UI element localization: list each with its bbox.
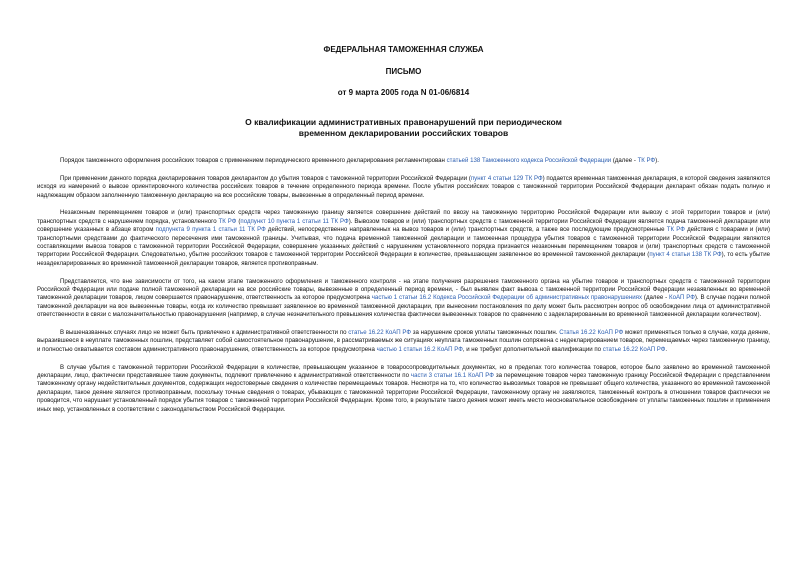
- legal-reference-link[interactable]: статьей 138 Таможенного кодекса Российской Федерации: [446, 157, 612, 164]
- paragraph-2: [37, 175, 770, 200]
- paragraph-text: за перемещение товаров через таможенную границу Российской Федерации с представлением таможенному органу недействительных документов, содержащих недостоверные сведения о количестве перемещаемых товаров. Несмотря на то, что количество вывозимых товаров не превышает общего количества, указанного во временной таможенной декларации, такое деяние является противоправным, поскольку точные сведения о товарах, убывающих с таможенной территории Российской Федерации, таможенному органу не заявляются, таможенный контроль в отношении товаров фактически не проводится, что нарушает установленный порядок убытия товаров с таможенной территории Российской Федерации. Кроме того, в результате такого деяния может иметь место неосновательное освобождение от уплаты таможенных пошлин и применения иных мер, установленных в соответствии с законодательством Российской Федерации.: [37, 372, 770, 413]
- legal-reference-link[interactable]: частью 1 статьи 16.2 КоАП РФ: [376, 345, 463, 353]
- legal-reference-link[interactable]: пункт 4 статьи 129 ТК РФ: [470, 174, 543, 182]
- legal-reference-link[interactable]: статье 16.22 КоАП РФ: [348, 329, 411, 337]
- paragraph-text: (далее -: [642, 294, 670, 302]
- legal-reference-link[interactable]: частью 1 статьи 16.2 Кодекса Российской Федерации об административных правонарушениях: [371, 294, 643, 302]
- legal-reference-link[interactable]: ТК РФ: [218, 217, 237, 225]
- paragraph-text: .: [665, 345, 668, 353]
- paragraph-text: (далее -: [611, 157, 638, 164]
- paragraph-4: [37, 278, 770, 320]
- paragraph-text: ). Вывозом товаров и (или) транспортных средств с таможенной территории Российской Федерации является подача таможенной декларации или совершение указанных в абзаце втором: [37, 217, 770, 234]
- document-title-line-2: временном декларировании российских товаров: [298, 127, 509, 138]
- legal-reference-link[interactable]: части 3 статьи 16.1 КоАП РФ: [410, 372, 494, 380]
- legal-reference-link[interactable]: Статья 16.22 КоАП РФ: [559, 329, 624, 337]
- paragraph-text: Порядок таможенного оформления российских товаров с применением периодического временного декларирования регламентирован: [60, 157, 447, 164]
- legal-reference-link[interactable]: ТК РФ: [666, 226, 685, 234]
- legal-reference-link[interactable]: статье 16.22 КоАП РФ: [602, 345, 666, 353]
- paragraph-6: [37, 364, 770, 414]
- paragraph-text: Представляется, что вне зависимости от того, на каком этапе таможенного оформления и таможенного контроля - на этапе получения разрешения таможенного органа на убытие товаров и транспортных средств с таможенной территории Российской Федерации или подаче полной таможенной декларации на все российские товары, вывезенные в определенный период времени, - был выявлен факт вывоза с таможенной территории Российской Федерации незаявленных во временной таможенной декларации товаров, лицом совершается правонарушение, ответственность за которое предусмотрена: [37, 277, 770, 302]
- paragraph-text: может применяться только в случае, когда деяние, выразившееся в неуплате таможенных пошлин, представляет собой самостоятельное правонарушение, в рассматриваемых же ситуациях неуплата таможенных пошлин сопряжена с недекларированием товаров, перемещаемых через таможенную границу, и полностью охватывается составом административного правонарушения, ответственность за которое предусмотрена: [37, 329, 770, 353]
- legal-reference-link[interactable]: пункт 4 статьи 138 ТК РФ: [649, 251, 722, 259]
- agency-name: ФЕДЕРАЛЬНАЯ ТАМОЖЕННАЯ СЛУЖБА: [323, 45, 484, 54]
- paragraph-text: ) подается временная таможенная декларация, в которой сведения заявляются исходя из намерений о вывозе ориентировочного количества российских товаров в течение определенного периода времени. После убытия российских товаров с таможенной территории Российской Федерации декларант обязан подать полную и надлежащим образом заполненную таможенную декларацию на все российские товары, вывезенные в определенный период времени.: [37, 174, 770, 199]
- document-date-number: от 9 марта 2005 года N 01-06/6814: [337, 88, 470, 97]
- paragraph-text: ).: [655, 157, 659, 164]
- paragraph-text: При применении данного порядка декларирования товаров декларантом до убытия товаров с таможенной территории Российской Федерации (: [60, 174, 471, 182]
- paragraph-text: действия с товарами и (или) транспортными средствами до фактического пересечения ими таможенной границы. Учитывая, что подача временной таможенной декларации и таможенная процедура убытия товаров с таможенной территории Российской Федерации являются составляющими вывоза товаров с таможенной территории Российской Федерации, совершение указанных действий с нарушением установленного порядка признается незаконным перемещением товаров и (или) транспортных средств с таможенной территории Российской Федерации. Следовательно, убытие российских товаров с таможенной территории Российской Федерации в количестве, превышающем заявленное во временной таможенной декларации (: [37, 226, 770, 259]
- paragraph-text: В случае убытия с таможенной территории Российской Федерации в количестве, превышающем указанное в товаросопроводительных документах, но в пределах того количества товаров, которое было заявлено во временной таможенной декларации, лицо, фактически представившее такие документы, подлежит привлечению к административной ответственности по: [37, 363, 770, 380]
- paragraph-text: (: [236, 217, 241, 225]
- document-title-line-1: О квалификации административных правонарушений при периодическом: [245, 117, 562, 127]
- paragraph-text: В вышеназванных случаях лицо не может быть привлечено к административной ответственности по: [60, 329, 349, 337]
- legal-reference-link[interactable]: КоАП РФ: [669, 294, 695, 302]
- paragraph-text: действий, непосредственно направленных на вывоз товаров и (или) транспортных средств, а также все последующие предусмотренные: [265, 226, 667, 234]
- legal-reference-link[interactable]: подпункта 9 пункта 1 статьи 11 ТК РФ: [155, 226, 266, 234]
- paragraph-text: , и не требует дополнительной квалификации по: [462, 345, 603, 353]
- paragraph-5: [37, 329, 770, 354]
- paragraph-text: Незаконным перемещением товаров и (или) транспортных средств через таможенную границу является совершение действий по ввозу на таможенную территорию Российской Федерации или вывозу с этой территории товаров и (или) транспортных средств с нарушением порядка, установленного: [37, 209, 770, 225]
- legal-reference-link[interactable]: ТК РФ: [637, 157, 656, 164]
- paragraph-text: ). В случае подачи полной таможенной декларации на все вывезенные товары, когда их количество превышает заявленное во временной таможенной декларации, при вынесении постановления по делу может быть рассмотрен вопрос об освобождении лица от административной ответственности в связи с малозначительностью правонарушения (например, в случае незначительного превышения количества фактически вывезенных товаров по сравнению с задекларированным во временной таможенной декларации количеством).: [37, 294, 770, 319]
- document-type: ПИСЬМО: [385, 67, 422, 76]
- legal-reference-link[interactable]: подпункт 10 пункта 1 статьи 11 ТК РФ: [240, 217, 349, 225]
- document-title: [37, 117, 770, 138]
- paragraph-1: [37, 157, 770, 165]
- paragraph-text: за нарушение сроков уплаты таможенных пошлин.: [411, 329, 560, 337]
- document-body: [37, 157, 770, 414]
- paragraph-3: [37, 209, 770, 268]
- paragraph-text: ), то есть убытие незадекларированных во временной таможенной декларации товаров, является противоправным.: [37, 251, 770, 267]
